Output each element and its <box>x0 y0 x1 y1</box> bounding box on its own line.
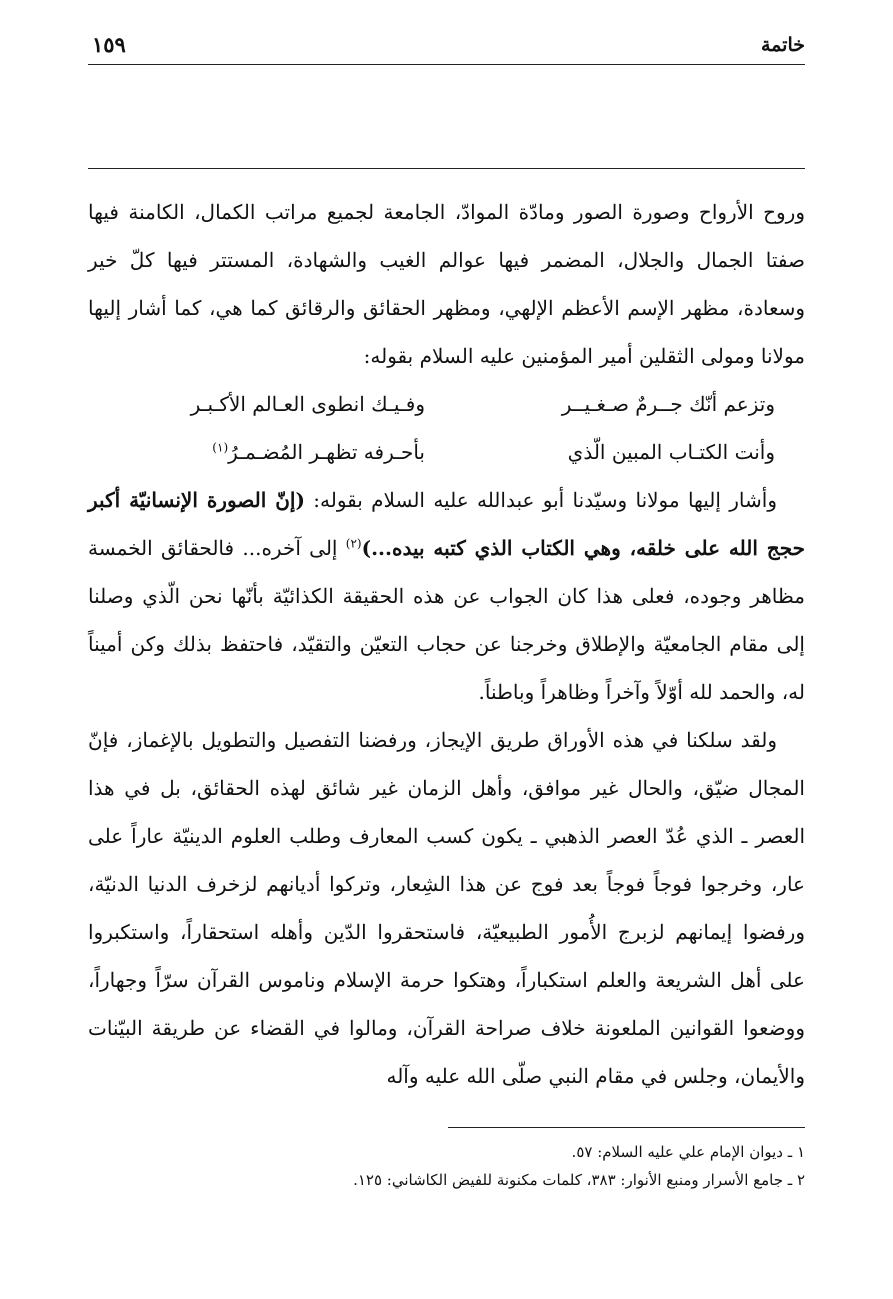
paragraph-2-rest: إلى آخره... فالحقائق الخمسة مظاهر وجوده، فعلى هذا كان الجواب عن هذه الحقيقة الكذائيّة بأنّها نحن الّذي وصلنا إلى مقام الجامعيّة والإطلاق وخرجنا عن حجاب التعيّن والتقيّد، فاحتفظ بذلك وكن أميناً له، والحمد لله أوّلاً وآخراً وظاهراً وباطناً. <box>88 536 805 704</box>
running-title: خاتمة <box>761 34 805 56</box>
text-top-divider <box>88 168 805 169</box>
verse-hemistich: وتزعم أنّك جــرمٌ صـغـيــر <box>561 392 775 416</box>
verse-hemistich <box>95 428 425 476</box>
verse-line-1 <box>88 380 805 428</box>
paragraph-2-intro: وأشار إليها مولانا وسيّدنا أبو عبدالله عليه السلام بقوله: <box>304 488 777 512</box>
page-number: ١٥٩ <box>92 32 126 57</box>
footnote-1: ١ ـ ديوان الإمام علي عليه السلام: ٥٧. <box>571 1143 805 1161</box>
text-line: وروح الأرواح وصورة الصور ومادّة الموادّ، الجامعة لجميع مراتب الكمال، الكامنة <box>128 200 806 224</box>
footnotes <box>88 1138 805 1194</box>
text-line: فيها صفتا الجمال والجلال، المضمر فيها عوالم الغيب والشهادة، المستتر فيها كلّ خير <box>88 200 806 272</box>
verse-hemistich-text: بأحـرفه تظهـر المُضـمـرُ <box>228 440 425 464</box>
footnote-ref-1: (١) <box>212 440 229 455</box>
verse-hemistich: وفـيـك انطوى العـالم الأكـبـر <box>190 392 425 416</box>
paragraph-2 <box>88 476 805 716</box>
paragraph-3: ولقد سلكنا في هذه الأوراق طريق الإيجاز، ورفضنا التفصيل والتطويل بالإغماز، فإنّ المجال ضيّق، والحال غير موافق، وأهل الزمان غير شائق لهذه الحقائق، بل في هذا العصر ـ الذي عُدّ العصر الذهبي ـ يكون كسب المعارف وطلب العلوم الدينيّة عاراً على عار، وخرجوا فوجاً فوجاً بعد فوج عن هذا الشِعار، وتركوا أديانهم لزخرف الدنيا الدنيّة، ورفضوا إيمانهم لزبرج الأُمور الطبيعيّة، فاستحقروا الدّين وأهله استحقاراً، واستكبروا على أهل الشريعة والعلم استكباراً، وهتكوا حرمة الإسلام وناموس القرآن سرّاً وجهاراً، ووضعوا القوانين الملعونة خلاف صراحة القرآن، ومالوا في القضاء عن طريقة البيّنات والأيمان، وجلس في مقام النبي صلّى الله عليه وآله <box>88 728 805 1088</box>
paragraph-1 <box>88 188 805 380</box>
footnote-2: ٢ ـ جامع الأسرار ومنبع الأنوار: ٣٨٣، كلمات مكنونة للفيض الكاشاني: ١٢٥. <box>353 1171 805 1189</box>
verse-line-2 <box>88 428 805 476</box>
footnote-ref-2: (٢) <box>345 536 362 551</box>
main-text <box>88 188 805 1100</box>
header-divider <box>88 64 805 65</box>
text-line: إليها مولانا ومولى الثقلين أمير المؤمنين عليه السلام بقوله: <box>88 296 805 368</box>
verse-hemistich: وأنت الكتـاب المبين الّذي <box>567 440 775 464</box>
hadith-quote: (إنّ الصورة الإنسانيّة أكبر حجج الله على خلقه، وهي الكتاب الذي كتبه بيده...) <box>88 488 805 560</box>
footnote-divider <box>448 1127 805 1128</box>
text-line: وسعادة، مظهر الإسم الأعظم الإلهي، ومظهر الحقائق والرقائق كما هي، كما أشار <box>128 296 806 320</box>
